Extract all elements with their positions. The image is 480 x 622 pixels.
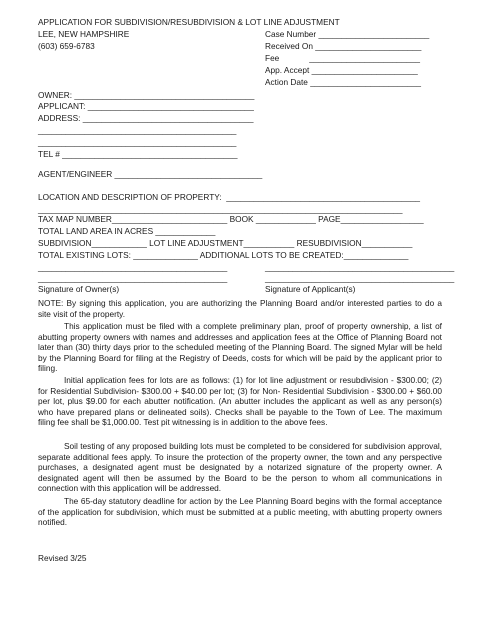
received-on-field[interactable]: Received On _______________________ bbox=[265, 41, 422, 51]
fees-paragraph: Initial application fees for lots are as follows: (1) for lot line adjustment or resubdivision - $300.00; (2) for Residential Subdivision- $300.00 + $40.00 per lot; (3) for Non- Residential Subdivision - $300.00 + $60.00 per lot, plus $9.00 for each abutter notification. (An abutter includes the applicant as well as any person(s) who have prepared plans or delineated soils). Checks shall be payable to the Town of Lee. The maximum filing fee shall be $1,000.00. Test pit witnessing is in addition to the above fees. bbox=[38, 375, 442, 428]
applicant-signature-label: Signature of Applicant(s) bbox=[265, 284, 356, 294]
app-accept-field[interactable]: App. Accept _______________________ bbox=[265, 65, 418, 75]
action-date-field[interactable]: Action Date ________________________ bbox=[265, 77, 421, 87]
owner-signature-line-2[interactable]: _________________________________________ bbox=[38, 273, 228, 283]
owner-field[interactable]: OWNER: _______________________________________ bbox=[38, 90, 255, 100]
tax-map-field[interactable]: TAX MAP NUMBER_________________________ BOOK _____________ PAGE__________________ bbox=[38, 214, 424, 224]
total-acres-field[interactable]: TOTAL LAND AREA IN ACRES _____________ bbox=[38, 226, 216, 236]
form-title: APPLICATION FOR SUBDIVISION/RESUBDIVISION & LOT LINE ADJUSTMENT bbox=[38, 17, 340, 27]
address-line-2[interactable]: ___________________________________________ bbox=[38, 125, 237, 135]
deadline-paragraph: The 65-day statutory deadline for action by the Lee Planning Board begins with the formal acceptance of the application for subdivision, which must be submitted at a public meeting, with abutting property owners notified. bbox=[38, 496, 442, 528]
agent-engineer-field[interactable]: AGENT/ENGINEER ________________________________ bbox=[38, 169, 263, 179]
applicant-signature-line[interactable]: _________________________________________ bbox=[265, 262, 455, 272]
applicant-field[interactable]: APPLICANT: ____________________________________ bbox=[38, 101, 254, 111]
location-description-line-2[interactable]: _______________________________________________________________________________ bbox=[38, 204, 403, 214]
phone-number: (603) 659-6783 bbox=[38, 41, 95, 51]
location-description-field[interactable]: LOCATION AND DESCRIPTION OF PROPERTY: __________________________________________ bbox=[38, 192, 421, 202]
fee-field[interactable]: Fee ________________________ bbox=[265, 53, 421, 63]
case-number-field[interactable]: Case Number ________________________ bbox=[265, 29, 430, 39]
lots-fields[interactable]: TOTAL EXISTING LOTS: ______________ ADDITIONAL LOTS TO BE CREATED:______________ bbox=[38, 250, 409, 260]
owner-signature-label: Signature of Owner(s) bbox=[38, 284, 120, 294]
application-type-fields[interactable]: SUBDIVISION____________ LOT LINE ADJUSTMENT___________ RESUBDIVISION___________ bbox=[38, 238, 413, 248]
address-field[interactable]: ADDRESS: _____________________________________ bbox=[38, 113, 254, 123]
address-line-3[interactable]: ___________________________________________ bbox=[38, 137, 237, 147]
applicant-signature-line-2[interactable]: _________________________________________ bbox=[265, 273, 455, 283]
tel-field[interactable]: TEL # ______________________________________ bbox=[38, 149, 238, 159]
owner-signature-line[interactable]: _________________________________________ bbox=[38, 262, 228, 272]
filing-paragraph: This application must be filed with a complete preliminary plan, proof of property ownership, a list of abutting property owners with names and addresses and application fees at the Office of Planning Board not later than (30) thirty days prior to the scheduled meeting of the Planning Board. The signed Mylar will be held by the Planning Board for filing at the Registry of Deeds, costs for which will be paid by the applicant prior to filing. bbox=[38, 321, 442, 374]
note-paragraph: NOTE: By signing this application, you are authorizing the Planning Board and/or interested parties to do a site visit of the property. bbox=[38, 298, 442, 319]
soil-testing-paragraph: Soil testing of any proposed building lots must be completed to be considered for subdivision approval, separate additional fees apply. To insure the protection of the property owner, the town and any perspective purchases, a designated agent must be designated by a notarized signature of the property owner. A designated agent will then be assumed by the Board to be the person to whom all communications in connection with this application will be addressed. bbox=[38, 441, 442, 494]
revised-date: Revised 3/25 bbox=[38, 553, 87, 563]
town-name: LEE, NEW HAMPSHIRE bbox=[38, 29, 130, 39]
